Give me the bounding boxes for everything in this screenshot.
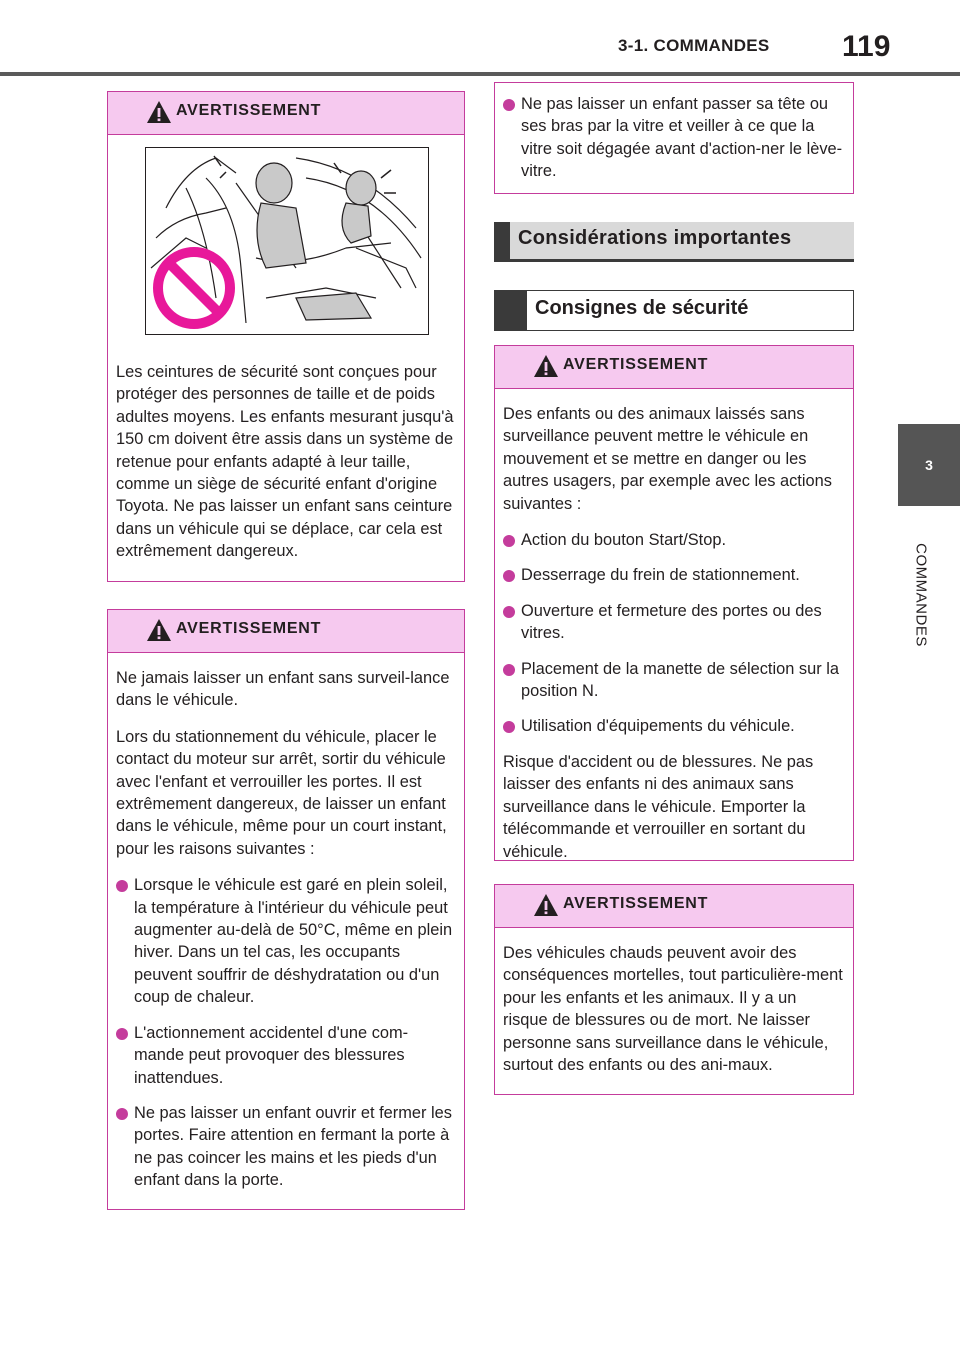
- bullet-dot-icon: [503, 570, 515, 582]
- warning-continuation-box: [494, 82, 854, 194]
- bullet-item: Action du bouton Start/Stop.: [503, 529, 845, 551]
- subsection-heading: [494, 290, 854, 331]
- section-heading-bar: [494, 222, 510, 259]
- bullet-item: Lorsque le véhicule est garé en plein soleil, la température à l'intérieur du véhicule peut augmenter au-delà de 50°C, même en plein hiver. Dans un tel cas, les occupants peuvent souffrir de déshydratation ou d'un coup de chaleur.: [116, 874, 456, 1008]
- bullet-item: Ouverture et fermeture des portes ou des vitres.: [503, 600, 845, 645]
- warning-paragraph: Ne jamais laisser un enfant sans surveil-lance dans le véhicule.: [116, 669, 450, 710]
- warning-box-unattended: [107, 609, 465, 1210]
- warning-triangle-icon: [533, 354, 559, 378]
- warning-triangle-icon: [146, 100, 172, 124]
- bullet-item: Ne pas laisser un enfant ouvrir et fermer les portes. Faire attention en fermant la porte à ne pas coincer les mains et les pieds d'un enfant dans la porte.: [116, 1102, 456, 1192]
- warning-title: AVERTISSEMENT: [176, 102, 322, 119]
- bullet-dot-icon: [116, 1028, 128, 1040]
- child-unbelted-illustration: [145, 147, 429, 335]
- section-heading-text: Considérations importantes: [518, 227, 792, 249]
- warning-paragraph: Lors du stationnement du véhicule, placer le contact du moteur sur arrêt, sortir du véhicule avec l'enfant et verrouiller les portes. Il est extrêmement dangereux, de laisser un enfant dans le véhicule, même pour un court instant, pour les raisons suivantes :: [116, 727, 447, 858]
- warning-header: [108, 610, 464, 653]
- chapter-label: COMMANDES: [912, 543, 930, 647]
- warning-triangle-icon: [146, 618, 172, 642]
- bullet-dot-icon: [503, 535, 515, 547]
- warning-paragraph: Risque d'accident ou de blessures. Ne pas laisser des enfants ni des animaux sans surveillance dans le véhicule. Emporter la télécommande et verrouiller en sortant du véhicule.: [503, 752, 814, 861]
- warning-text: Les ceintures de sécurité sont conçues pour protéger des personnes de taille et de poids adultes moyens. Les enfants mesurant jusqu'à 150 cm doivent être assis dans un système de retenue pour enfants adapté à leur taille, comme un siège de sécurité enfant d'origine Toyota. Ne pas laisser un enfant sans ceinture dans un véhicule qui se déplace, car cela est extrêmement dangereux.: [116, 363, 454, 561]
- subsection-heading-bar: [495, 291, 527, 330]
- bullet-item: Placement de la manette de sélection sur la position N.: [503, 658, 845, 703]
- warning-header: [495, 346, 853, 389]
- section-title: 3-1. COMMANDES: [618, 36, 770, 55]
- bullet-item: Utilisation d'équipements du véhicule.: [503, 715, 845, 737]
- warning-box-hot-vehicle: [494, 884, 854, 1095]
- warning-triangle-icon: [533, 893, 559, 917]
- warning-box-children-animals: [494, 345, 854, 861]
- warning-header: [495, 885, 853, 928]
- page-number: 119: [842, 30, 891, 63]
- warning-title: AVERTISSEMENT: [176, 620, 322, 637]
- warning-title: AVERTISSEMENT: [563, 895, 709, 912]
- bullet-dot-icon: [116, 1108, 128, 1120]
- bullet-item: Desserrage du frein de stationnement.: [503, 564, 845, 586]
- warning-box-seatbelt: [107, 91, 465, 582]
- header-rule: [0, 72, 960, 76]
- bullet-item: L'actionnement accidentel d'une com-mande peut provoquer des blessures inattendues.: [116, 1022, 456, 1089]
- bullet-item: Ne pas laisser un enfant passer sa tête ou ses bras par la vitre et veiller à ce que la vitre soit dégagée avant d'action-ner le lève-vitre.: [503, 93, 845, 183]
- bullet-dot-icon: [116, 880, 128, 892]
- warning-text: Des véhicules chauds peuvent avoir des conséquences mortelles, tout particulière-ment pour les enfants et les animaux. Il y a un risque de blessures ou de mort. Ne laisser personne sans surveillance dans le véhicule, surtout des enfants ou des ani-maux.: [503, 944, 843, 1075]
- chapter-tab: 3: [898, 424, 960, 506]
- warning-header: [108, 92, 464, 135]
- subsection-heading-text: Consignes de sécurité: [535, 297, 749, 319]
- warning-paragraph: Des enfants ou des animaux laissés sans surveillance peuvent mettre le véhicule en mouvement et se mettre en danger ou les autres usagers, par exemple avec les actions suivantes :: [503, 405, 832, 513]
- section-heading: [494, 222, 854, 262]
- bullet-dot-icon: [503, 721, 515, 733]
- bullet-dot-icon: [503, 606, 515, 618]
- bullet-dot-icon: [503, 99, 515, 111]
- warning-title: AVERTISSEMENT: [563, 356, 709, 373]
- bullet-dot-icon: [503, 664, 515, 676]
